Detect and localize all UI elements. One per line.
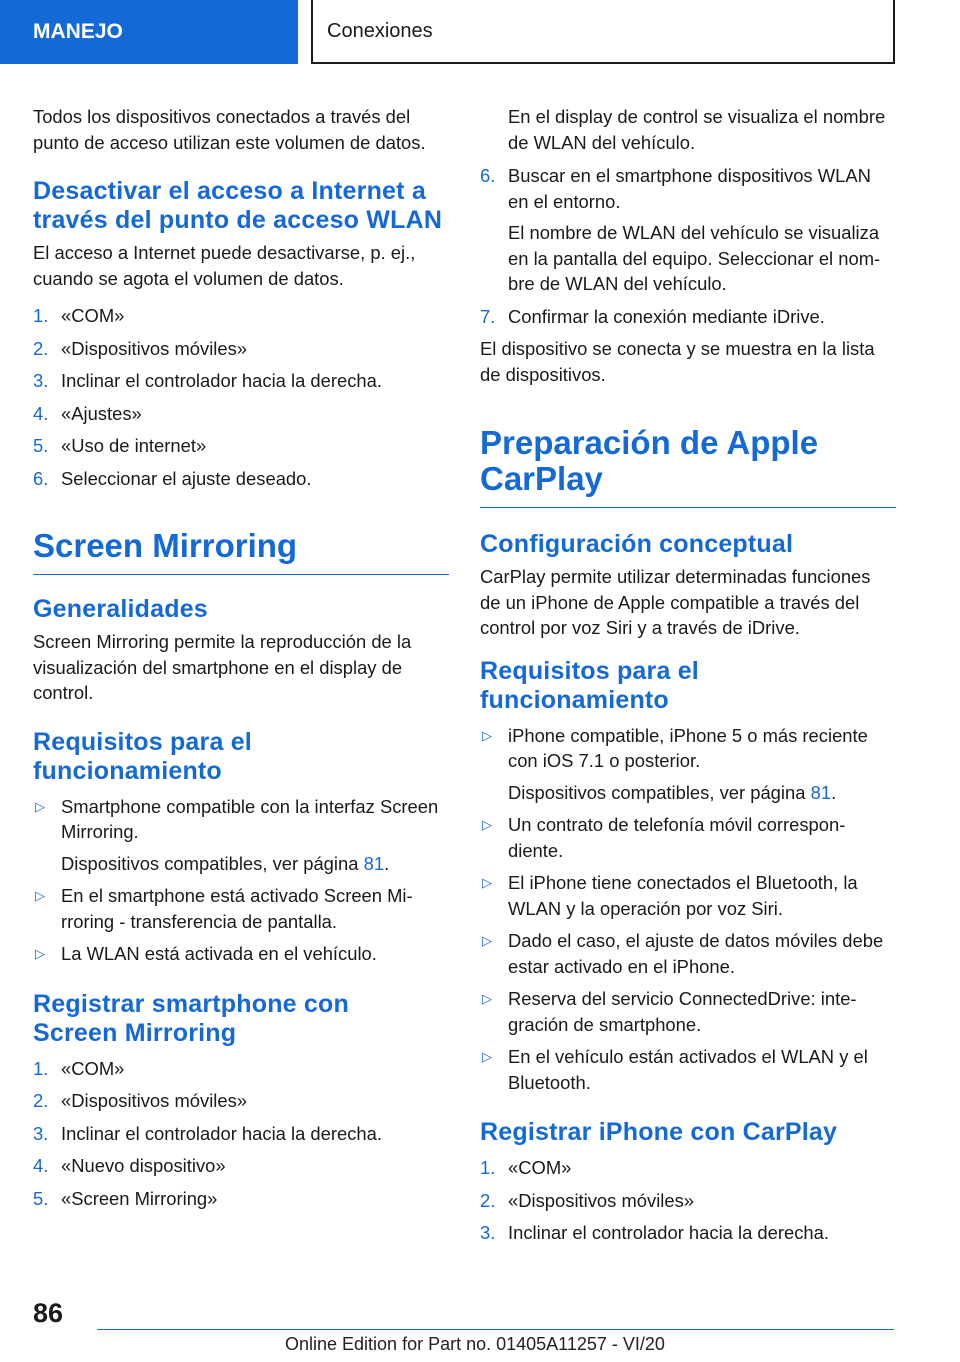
item-text: La WLAN está activada en el vehículo.	[61, 943, 377, 964]
left-column	[33, 104, 449, 1218]
ref-end: .	[831, 781, 837, 803]
heading-registrar-cp: Registrar iPhone con CarPlay	[480, 1118, 838, 1146]
item-text: El iPhone tiene conectados el Bluetooth, la WLAN y la operación por voz Siri.	[508, 872, 858, 919]
heading-carplay: Preparación de Apple CarPlay	[480, 425, 896, 508]
steps-list-continued	[480, 163, 896, 329]
step-text: «Screen Mirroring»	[61, 1187, 218, 1209]
ref-text: Dispositivos compatibles, ver página	[61, 852, 359, 874]
requisitos-list-cp	[480, 723, 896, 1096]
list-item	[33, 1088, 449, 1114]
heading-generalidades: Generalidades	[33, 595, 208, 623]
step-number: 3.	[33, 370, 49, 391]
step-number: 5.	[33, 1187, 49, 1209]
step-text: Seleccionar el ajuste deseado.	[61, 467, 312, 489]
step-subtext: El nombre de WLAN del vehículo se visualiza en la pantalla del equipo. Seleccionar el nom-bre de WLAN del vehículo.	[508, 222, 881, 294]
list-item	[480, 1155, 896, 1181]
item-text: iPhone compatible, iPhone 5 o más reciente con iOS 7.1 o posterior.	[508, 724, 868, 771]
step-text: «Dispositivos móviles»	[61, 1090, 248, 1111]
ref-end: .	[384, 852, 390, 874]
footer-edition: Online Edition for Part no. 01405A11257 - VI/20	[285, 1334, 665, 1354]
step-number: 5.	[33, 435, 49, 456]
ref-text: Dispositivos compatibles, ver página	[508, 781, 806, 803]
paragraph-after-steps: El dispositivo se conecta y se muestra en la lista de dispositivos.	[480, 338, 875, 385]
step-number: 1.	[33, 1057, 49, 1079]
section-label: MANEJO	[33, 20, 123, 43]
step-text: «Dispositivos móviles»	[508, 1189, 695, 1211]
intro-paragraph: Todos los dispositivos conectados a través del punto de acceso utilizan este volumen de datos.	[33, 106, 426, 153]
step-number: 4.	[33, 1155, 49, 1176]
heading-configuracion: Configuración conceptual	[480, 530, 794, 558]
step-text: «COM»	[61, 1057, 125, 1079]
bullet-triangle-icon: ▷	[35, 888, 45, 903]
list-item	[480, 723, 896, 806]
list-item	[33, 1186, 449, 1212]
list-item	[480, 986, 896, 1037]
steps-list-2	[33, 1056, 449, 1212]
bullet-triangle-icon: ▷	[482, 933, 492, 948]
section-tab	[0, 0, 298, 64]
steps-list-1	[33, 303, 449, 491]
page-number: 86	[33, 1298, 64, 1328]
list-item	[33, 1153, 449, 1179]
list-item	[33, 883, 449, 934]
bullet-triangle-icon: ▷	[35, 946, 45, 961]
item-text: En el smartphone está activado Screen Mi-rroring - transferencia de pantalla.	[61, 885, 413, 932]
step-number: 2.	[33, 1090, 49, 1111]
list-item	[480, 870, 896, 921]
list-item	[480, 812, 896, 863]
heading-screen-mirroring: Screen Mirroring	[33, 528, 449, 575]
step-text: Inclinar el controlador hacia la derecha.	[61, 1122, 383, 1144]
list-item	[480, 928, 896, 979]
steps-list-cp	[480, 1155, 896, 1246]
item-text: Reserva del servicio ConnectedDrive: inte-gración de smartphone.	[508, 988, 857, 1035]
heading-requisitos-sm: Requisitos para el funcionamiento	[33, 727, 252, 785]
step-number: 2.	[33, 337, 49, 359]
item-text: En el vehículo están activados el WLAN y el Bluetooth.	[508, 1046, 868, 1093]
bullet-triangle-icon: ▷	[482, 1049, 492, 1064]
page-ref	[508, 780, 896, 806]
bullet-triangle-icon: ▷	[482, 727, 492, 743]
list-item	[33, 1056, 449, 1082]
right-column	[480, 104, 896, 1253]
step-number: 6.	[480, 165, 496, 186]
page-link[interactable]: 81	[363, 852, 385, 874]
step-text: «COM»	[508, 1157, 572, 1178]
heading-requisitos-cp: Requisitos para el funcionamiento	[480, 656, 699, 714]
bullet-triangle-icon: ▷	[482, 991, 492, 1006]
paragraph-generalidades: Screen Mirroring permite la reproducción de la visualización del smartphone en el display de control.	[33, 631, 412, 703]
step-number: 1.	[33, 305, 49, 326]
item-text: Un contrato de telefonía móvil correspon-diente.	[508, 814, 846, 861]
paragraph-configuracion: CarPlay permite utilizar determinadas funciones de un iPhone de Apple compatible a través del control por voz Siri y a través de iDrive.	[480, 566, 871, 638]
step-text: Inclinar el controlador hacia la derecha.	[508, 1222, 830, 1243]
list-item	[480, 163, 896, 297]
step-text: Inclinar el controlador hacia la derecha.	[61, 370, 383, 391]
bullet-triangle-icon: ▷	[35, 798, 45, 814]
step-text: «Nuevo dispositivo»	[61, 1155, 226, 1176]
step-number: 4.	[33, 402, 49, 424]
heading-registrar-sm: Registrar smartphone con Screen Mirroring	[33, 989, 349, 1047]
paragraph-desactivar: El acceso a Internet puede desactivarse, p. ej., cuando se agota el volumen de datos.	[33, 242, 416, 289]
item-text: Dado el caso, el ajuste de datos móviles debe estar activado en el iPhone.	[508, 930, 884, 977]
chapter-label: Conexiones	[327, 19, 433, 42]
step-number: 1.	[480, 1157, 496, 1178]
list-item	[480, 304, 896, 330]
continued-paragraph: En el display de control se visualiza el nombre de WLAN del vehículo.	[508, 106, 886, 153]
step-text: «Ajustes»	[61, 402, 142, 424]
step-number: 7.	[480, 305, 496, 327]
bullet-triangle-icon: ▷	[482, 817, 492, 832]
bullet-triangle-icon: ▷	[482, 875, 492, 890]
step-number: 6.	[33, 467, 49, 489]
requisitos-list-sm	[33, 794, 449, 967]
heading-desactivar: Desactivar el acceso a Internet a través del punto de acceso WLAN	[33, 177, 443, 234]
list-item	[480, 1188, 896, 1214]
page-link[interactable]: 81	[810, 781, 832, 803]
footer-divider	[97, 1329, 894, 1330]
list-item	[33, 401, 449, 427]
page-ref	[61, 851, 449, 877]
step-number: 3.	[480, 1222, 496, 1243]
list-item	[33, 368, 449, 394]
list-item	[33, 1121, 449, 1147]
step-text: «COM»	[61, 305, 125, 326]
step-text: Buscar en el smartphone dispositivos WLAN en el entorno.	[508, 165, 871, 212]
list-item	[33, 794, 449, 877]
step-number: 3.	[33, 1122, 49, 1144]
step-text: «Dispositivos móviles»	[61, 337, 248, 359]
list-item	[480, 1220, 896, 1246]
list-item	[480, 1044, 896, 1095]
step-text: Confirmar la conexión mediante iDrive.	[508, 305, 825, 327]
item-text: Smartphone compatible con la interfaz Screen Mirroring.	[61, 795, 439, 842]
step-number: 2.	[480, 1189, 496, 1211]
list-item	[33, 941, 449, 967]
list-item	[33, 336, 449, 362]
list-item	[33, 303, 449, 329]
list-item	[33, 433, 449, 459]
list-item	[33, 466, 449, 492]
chapter-tab	[311, 0, 895, 64]
step-text: «Uso de internet»	[61, 435, 207, 456]
